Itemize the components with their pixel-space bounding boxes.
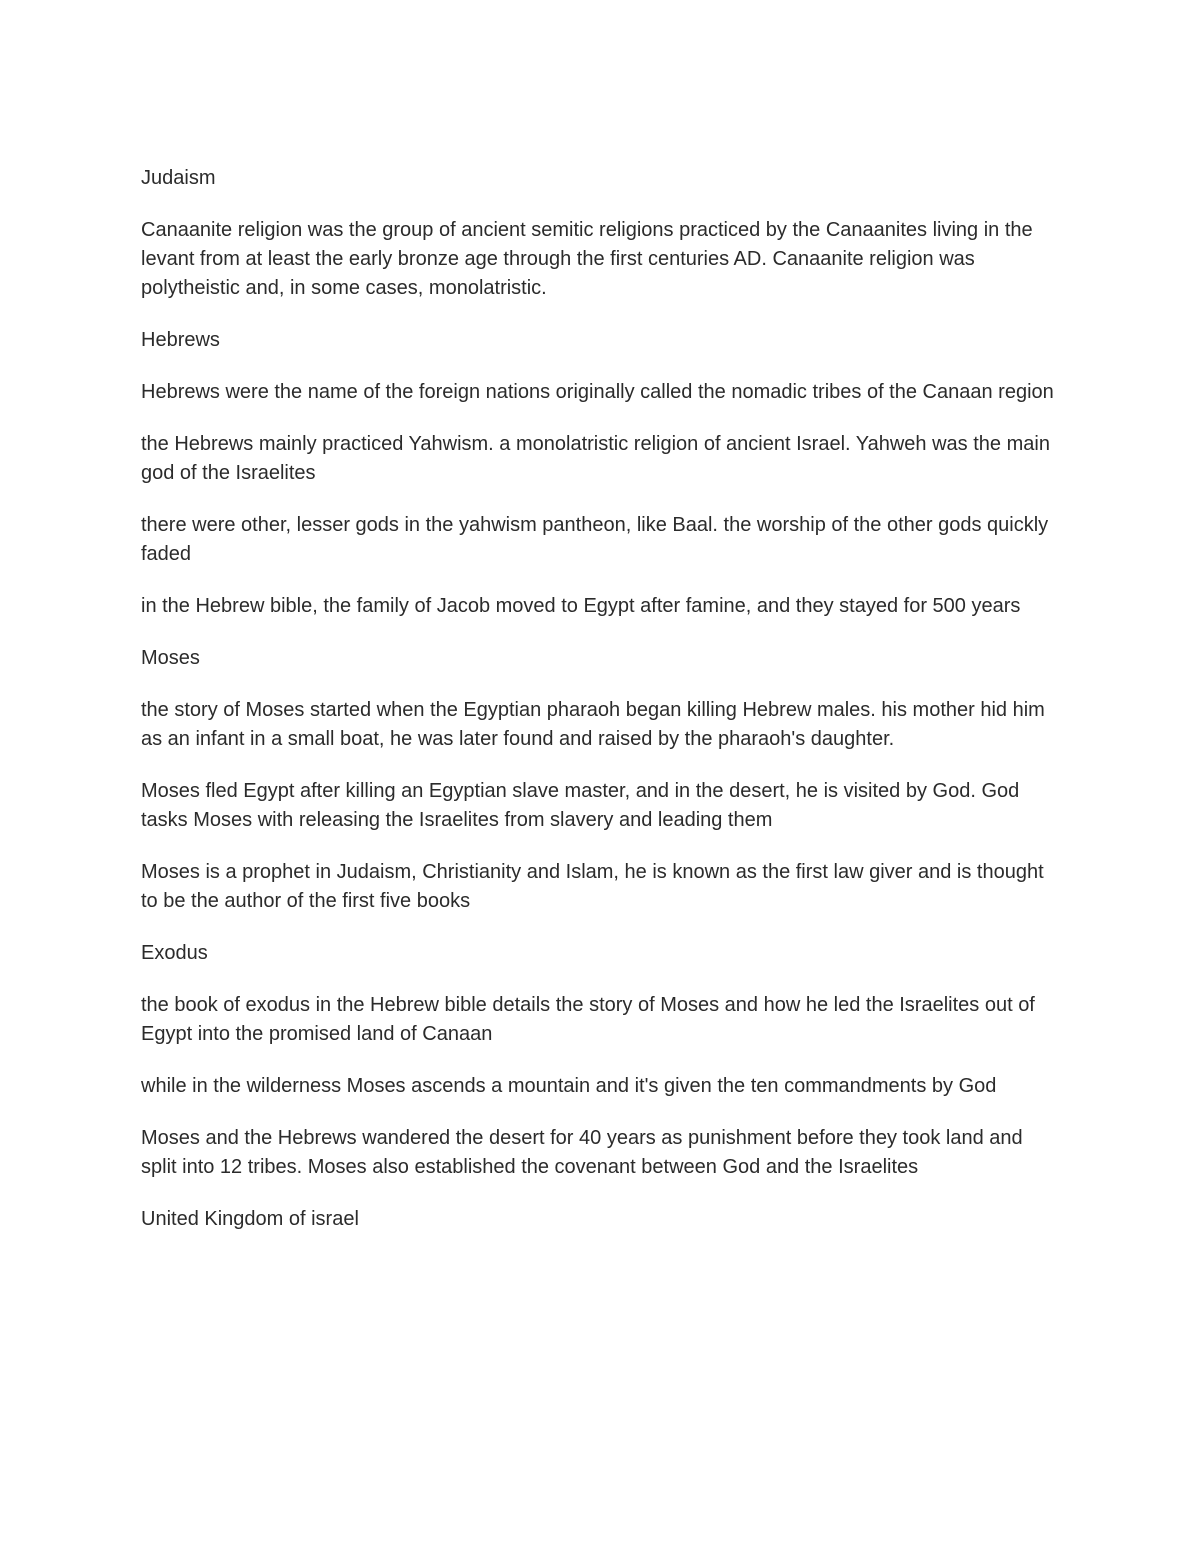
paragraph-lesser-gods: there were other, lesser gods in the yahwism pantheon, like Baal. the worship of the other gods quickly faded [141,514,1049,565]
section-heading-united-kingdom: United Kingdom of israel [141,1208,359,1230]
document-title: Judaism [141,167,216,189]
paragraph-forty-years: Moses and the Hebrews wandered the desert for 40 years as punishment before they took land and split into 12 tribes. Moses also established the covenant between God and the Israelites [141,1127,1023,1178]
paragraph-moses-fled: Moses fled Egypt after killing an Egyptian slave master, and in the desert, he is visited by God. God tasks Moses with releasing the Israelites from slavery and leading them [141,780,1020,831]
paragraph-hebrews-name: Hebrews were the name of the foreign nations originally called the nomadic tribes of the Canaan region [141,381,1054,403]
paragraph-book-of-exodus: the book of exodus in the Hebrew bible details the story of Moses and how he led the Israelites out of Egypt into the promised land of Canaan [141,994,1035,1045]
paragraph-yahwism: the Hebrews mainly practiced Yahwism. a monolatristic religion of ancient Israel. Yahweh was the main god of the Israelites [141,433,1050,484]
section-heading-moses: Moses [141,647,200,669]
section-heading-exodus: Exodus [141,942,208,964]
paragraph-moses-prophet: Moses is a prophet in Judaism, Christianity and Islam, he is known as the first law giver and is thought to be the author of the first five books [141,861,1044,912]
paragraph-canaanite-religion: Canaanite religion was the group of ancient semitic religions practiced by the Canaanites living in the levant from at least the early bronze age through the first centuries AD. Canaanite religion was polytheistic and, in some cases, monolatristic. [141,219,1033,299]
document-body [141,164,1061,1257]
paragraph-jacob-egypt: in the Hebrew bible, the family of Jacob moved to Egypt after famine, and they stayed for 500 years [141,595,1021,617]
paragraph-moses-story: the story of Moses started when the Egyptian pharaoh began killing Hebrew males. his mother hid him as an infant in a small boat, he was later found and raised by the pharaoh's daughter. [141,699,1045,750]
section-heading-hebrews: Hebrews [141,329,220,351]
paragraph-ten-commandments: while in the wilderness Moses ascends a mountain and it's given the ten commandments by God [141,1075,997,1097]
